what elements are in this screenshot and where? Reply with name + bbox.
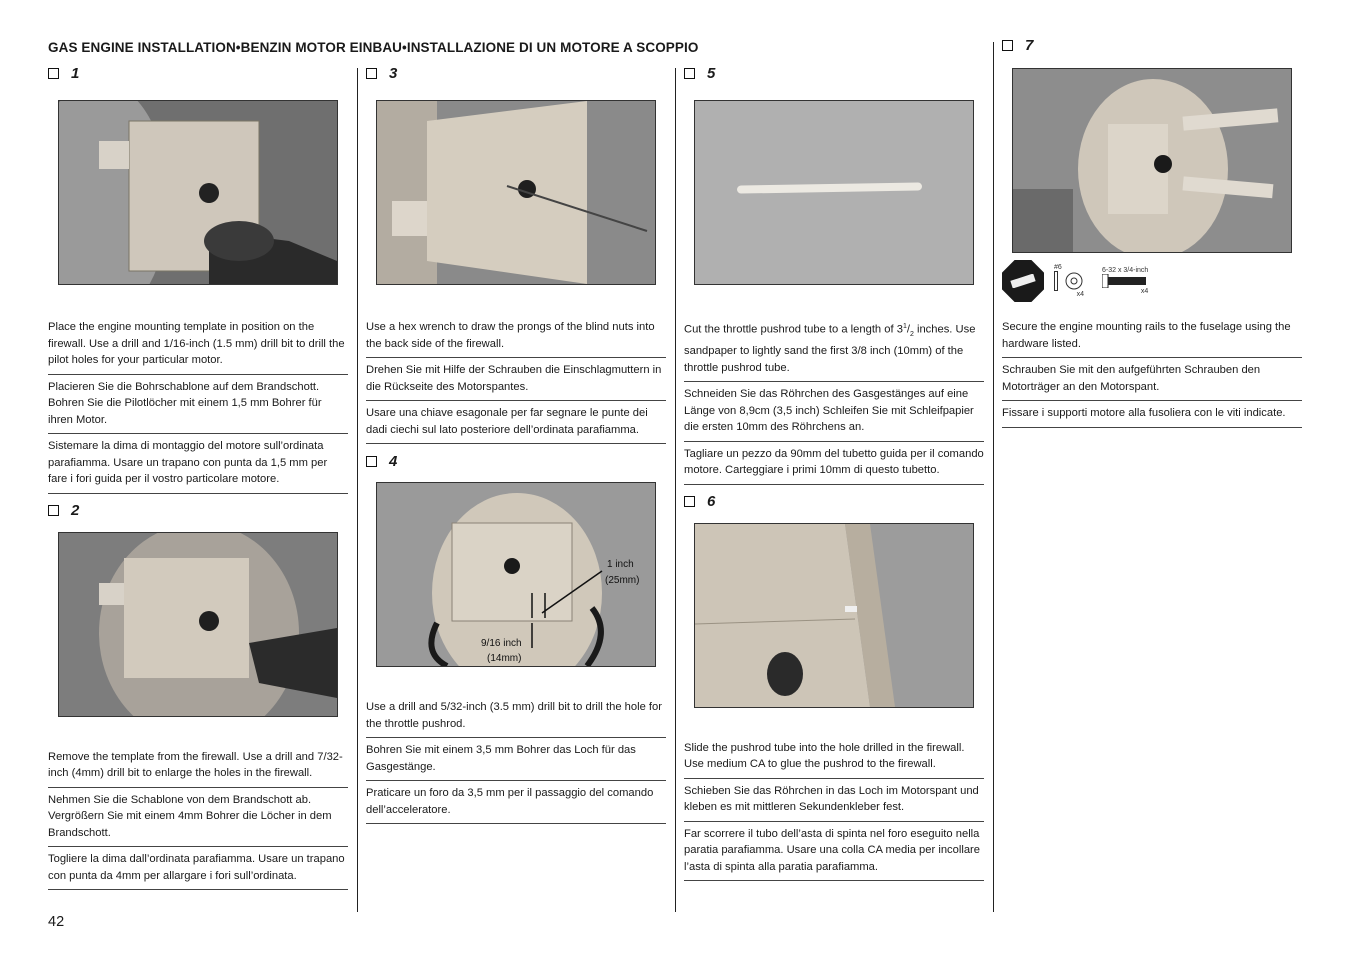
step-7-text-it: Fissare i supporti motore alla fusoliera con le viti indicate. [1002, 401, 1302, 428]
step-4-text-en: Use a drill and 5/32-inch (3.5 mm) drill bit to drill the hole for the throttle pushrod. [366, 695, 666, 738]
step-2-text-it: Togliere la dima dall’ordinata parafiamma. Usare un trapano con punta da 4mm per allargare i fori sull’ordinata. [48, 847, 348, 890]
column-4 [1002, 34, 1302, 428]
column-divider [993, 42, 994, 912]
step-4-header [366, 450, 666, 472]
step-6-photo [694, 523, 974, 708]
step-6-text-de: Schieben Sie das Röhrchen in das Loch im Motorspant und kleben es mit mittleren Sekundenkleber fest. [684, 779, 984, 822]
step-4-photo [376, 482, 656, 667]
step-number: 5 [707, 64, 716, 82]
step-4-text-it: Praticare un foro da 3,5 mm per il passaggio del comando dell’acceleratore. [366, 781, 666, 824]
step-3-text-it: Usare una chiave esagonale per far segnare le punte dei dadi ciechi sul lato posteriore dell’ordinata parafiamma. [366, 401, 666, 444]
column-3 [684, 62, 984, 881]
step-number: 3 [389, 64, 398, 82]
washer-side-icon [1054, 271, 1058, 291]
step-3-text-de: Drehen Sie mit Hilfe der Schrauben die Einschlagmuttern in die Rückseite des Motorspantes. [366, 358, 666, 401]
column-divider [675, 68, 676, 912]
checkbox-icon[interactable] [366, 456, 377, 467]
step-1-text-it: Sistemare la dima di montaggio del motore sull’ordinata parafiamma. Usare un trapano con punta da 1,5 mm per fare i fori guida per il vostro particolare motore. [48, 434, 348, 494]
step-4-text-de: Bohren Sie mit einem 3,5 mm Bohrer das Loch für das Gasgestänge. [366, 738, 666, 781]
step-number: 6 [707, 493, 716, 511]
checkbox-icon[interactable] [48, 505, 59, 516]
step-5-text-it: Tagliare un pezzo da 90mm del tubetto guida per il comando motore. Carteggiare i primi 10mm di questo tubetto. [684, 442, 984, 485]
washer-item [1054, 264, 1084, 298]
step-7-text-de: Schrauben Sie mit den aufgeführten Schrauben den Motorträger an den Motorspant. [1002, 358, 1302, 401]
fraction-denominator: 2 [909, 330, 914, 338]
step-5-text-en-a: Cut the throttle pushrod tube to a length of 3 [684, 323, 903, 336]
step-2-header [48, 500, 348, 522]
step-number: 4 [389, 452, 398, 470]
column-2 [366, 62, 666, 824]
step-1-text-en: Place the engine mounting template in position on the firewall. Use a drill and 1/16-inch (1.5 mm) drill bit to drill the pilot holes for your particular motor. [48, 315, 348, 375]
checkbox-icon[interactable] [48, 68, 59, 79]
checkbox-icon[interactable] [366, 68, 377, 79]
step-1-text-de: Placieren Sie die Bohrschablone auf dem Brandschott. Bohren Sie die Pilotlöcher mit einem 1,5 mm Bohrer für ihren Motor. [48, 375, 348, 435]
step-5-photo [694, 100, 974, 285]
step-7-text-en: Secure the engine mounting rails to the fuselage using the hardware listed. [1002, 315, 1302, 358]
washer-label: #6 [1054, 264, 1062, 271]
step-1-photo [58, 100, 338, 285]
hex-wrench-icon [1002, 260, 1044, 302]
screw-label: 6-32 x 3/4-inch [1102, 267, 1149, 274]
step-6-text-en: Slide the pushrod tube into the hole drilled in the firewall. Use medium CA to glue the pushrod to the firewall. [684, 736, 984, 779]
washer-qty: x4 [1076, 291, 1084, 298]
screw-qty: x4 [1140, 288, 1149, 295]
screw-icon [1102, 274, 1148, 288]
dimension-label-14mm: (14mm) [487, 653, 522, 664]
step-6-header [684, 491, 984, 513]
hardware-list [1002, 261, 1302, 301]
step-3-text-en: Use a hex wrench to draw the prongs of the blind nuts into the back side of the firewall. [366, 315, 666, 358]
step-5-text-de: Schneiden Sie das Röhrchen des Gasgestänges auf eine Länge von 8,9cm (3,5 inch) Schleifen Sie mit Schleifpapier die ersten 10mm des Röhrchens an. [684, 382, 984, 442]
step-2-photo [58, 532, 338, 717]
step-7-photo [1012, 68, 1292, 253]
column-divider [357, 68, 358, 912]
step-3-photo [376, 100, 656, 285]
checkbox-icon[interactable] [1002, 40, 1013, 51]
step-number: 7 [1025, 36, 1034, 54]
step-5-text-en-b: inches. Use sandpaper to lightly sand the first 3/8 inch (10mm) of the throttle pushrod tube. [684, 323, 976, 374]
checkbox-icon[interactable] [684, 68, 695, 79]
screw-item [1102, 267, 1148, 295]
step-number: 1 [71, 64, 80, 82]
step-number: 2 [71, 502, 80, 519]
step-6-text-it: Far scorrere il tubo dell’asta di spinta nel foro eseguito nella paratia parafiamma. Usare una colla CA media per incollare l’asta di spinta alla paratia parafiamma. [684, 822, 984, 882]
page-title: GAS ENGINE INSTALLATION•BENZIN MOTOR EINBAU•INSTALLAZIONE DI UN MOTORE A SCOPPIO [48, 40, 699, 55]
step-1-header [48, 62, 348, 84]
washer-icon [1064, 271, 1084, 291]
column-1 [48, 62, 348, 890]
step-5-header [684, 62, 984, 84]
step-2-text-de: Nehmen Sie die Schablone von dem Brandschott ab. Vergrößern Sie mit einem 4mm Bohrer die Löcher in dem Brandschott. [48, 788, 348, 848]
dimension-label-25mm: (25mm) [605, 575, 640, 586]
step-7-header [1002, 34, 1302, 56]
page-number: 42 [48, 914, 65, 930]
step-3-header [366, 62, 666, 84]
fraction-numerator: 1 [902, 323, 907, 330]
dimension-label-1inch: 1 inch [607, 559, 634, 570]
dimension-label-916inch: 9/16 inch [481, 638, 522, 649]
step-5-text-en: Cut the throttle pushrod tube to a length of $3^1/_2$ inches. Use sandpaper to lightly sand the first 3/8 inch (10mm) of the throttle pushrod tube. [684, 315, 984, 382]
step-2-text-en: Remove the template from the firewall. Use a drill and 7/32-inch (4mm) drill bit to enlarge the holes in the firewall. [48, 745, 348, 788]
checkbox-icon[interactable] [684, 496, 695, 507]
